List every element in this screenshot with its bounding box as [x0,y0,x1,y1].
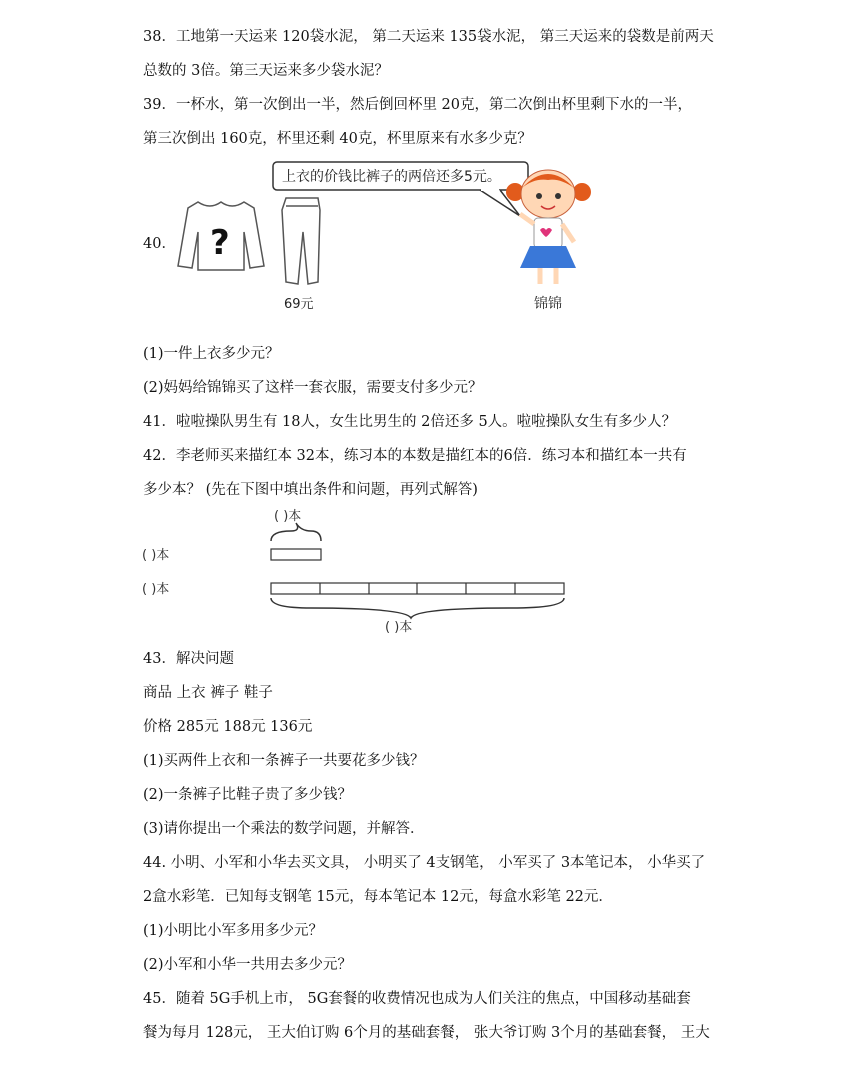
pants-icon [282,198,320,284]
bottom-brace [271,598,564,618]
q44-line2: 2盒水彩笔．已知每支钢笔 15元，每本笔记本 12元，每盒水彩笔 22元． [143,889,613,905]
q42-line1: 42．李老师买来描红本 32本，练习本的本数是描红本的6倍．练习本和描红本一共有 [143,448,687,464]
q45-line1: 45．随着 5G手机上市， 5G套餐的收费情况也成为人们关注的焦点，中国移动基础套 [143,991,691,1007]
pants-price: 69元 [284,297,314,312]
q45-line2: 餐为每月 128元， 王大伯订购 6个月的基础套餐， 张大爷订购 3个月的基础套餐， 王大 [143,1025,710,1041]
q41-line1: 41．啦啦操队男生有 18人，女生比男生的 2倍还多 5人。啦啦操队女生有多少人？ [143,414,677,430]
top-brace [271,523,321,541]
q38-line1: 38．工地第一天运来 120袋水泥， 第二天运来 135袋水泥， 第三天运来的袋数是前两天 [143,29,714,45]
q43-sub3: (3)请你提出一个乘法的数学问题，并解答． [143,821,425,837]
q40-number: 40． [143,236,176,252]
q44-line1: 44. 小明、小军和小华去买文具， 小明买了 4支钢笔， 小军买了 3本笔记本， 小华买了 [143,855,706,871]
row1-label: ( )本 [142,548,170,563]
q39-line2: 第三次倒出 160克，杯里还剩 40克，杯里原来有水多少克？ [143,131,532,147]
q39-line1: 39．一杯水，第一次倒出一半，然后倒回杯里 20克，第二次倒出杯里剩下水的一半， [143,97,693,113]
row2-bar [271,583,564,594]
top-label: ( )本 [274,509,302,524]
q38-line2: 总数的 3倍。第三天运来多少袋水泥？ [143,63,389,79]
q44-sub1: (1)小明比小军多用多少元？ [143,923,324,939]
q43-prices: 价格 285元 188元 136元 [143,719,313,735]
q42-segment-diagram [140,505,580,635]
q43-title: 43．解决问题 [143,651,234,667]
q43-sub1: (1)买两件上衣和一条裤子一共要花多少钱？ [143,753,425,769]
bottom-label: ( )本 [385,620,413,635]
q40-illustration [170,158,610,318]
q43-sub2: (2)一条裤子比鞋子贵了多少钱？ [143,787,353,803]
q43-header: 商品 上衣 裤子 鞋子 [143,685,273,701]
shirt-question-mark: ? [210,223,230,263]
q42-line2: 多少本？ (先在下图中填出条件和问题，再列式解答) [143,482,478,498]
girl-icon [506,170,591,284]
row1-bar [271,549,321,560]
row2-label: ( )本 [142,582,170,597]
q40-sub1: (1)一件上衣多少元？ [143,346,280,362]
girl-name: 锦锦 [534,296,562,312]
q40-sub2: (2)妈妈给锦锦买了这样一套衣服，需要支付多少元？ [143,380,483,396]
speech-text: 上衣的价钱比裤子的两倍还多5元。 [282,169,501,185]
q44-sub2: (2)小军和小华一共用去多少元？ [143,957,353,973]
